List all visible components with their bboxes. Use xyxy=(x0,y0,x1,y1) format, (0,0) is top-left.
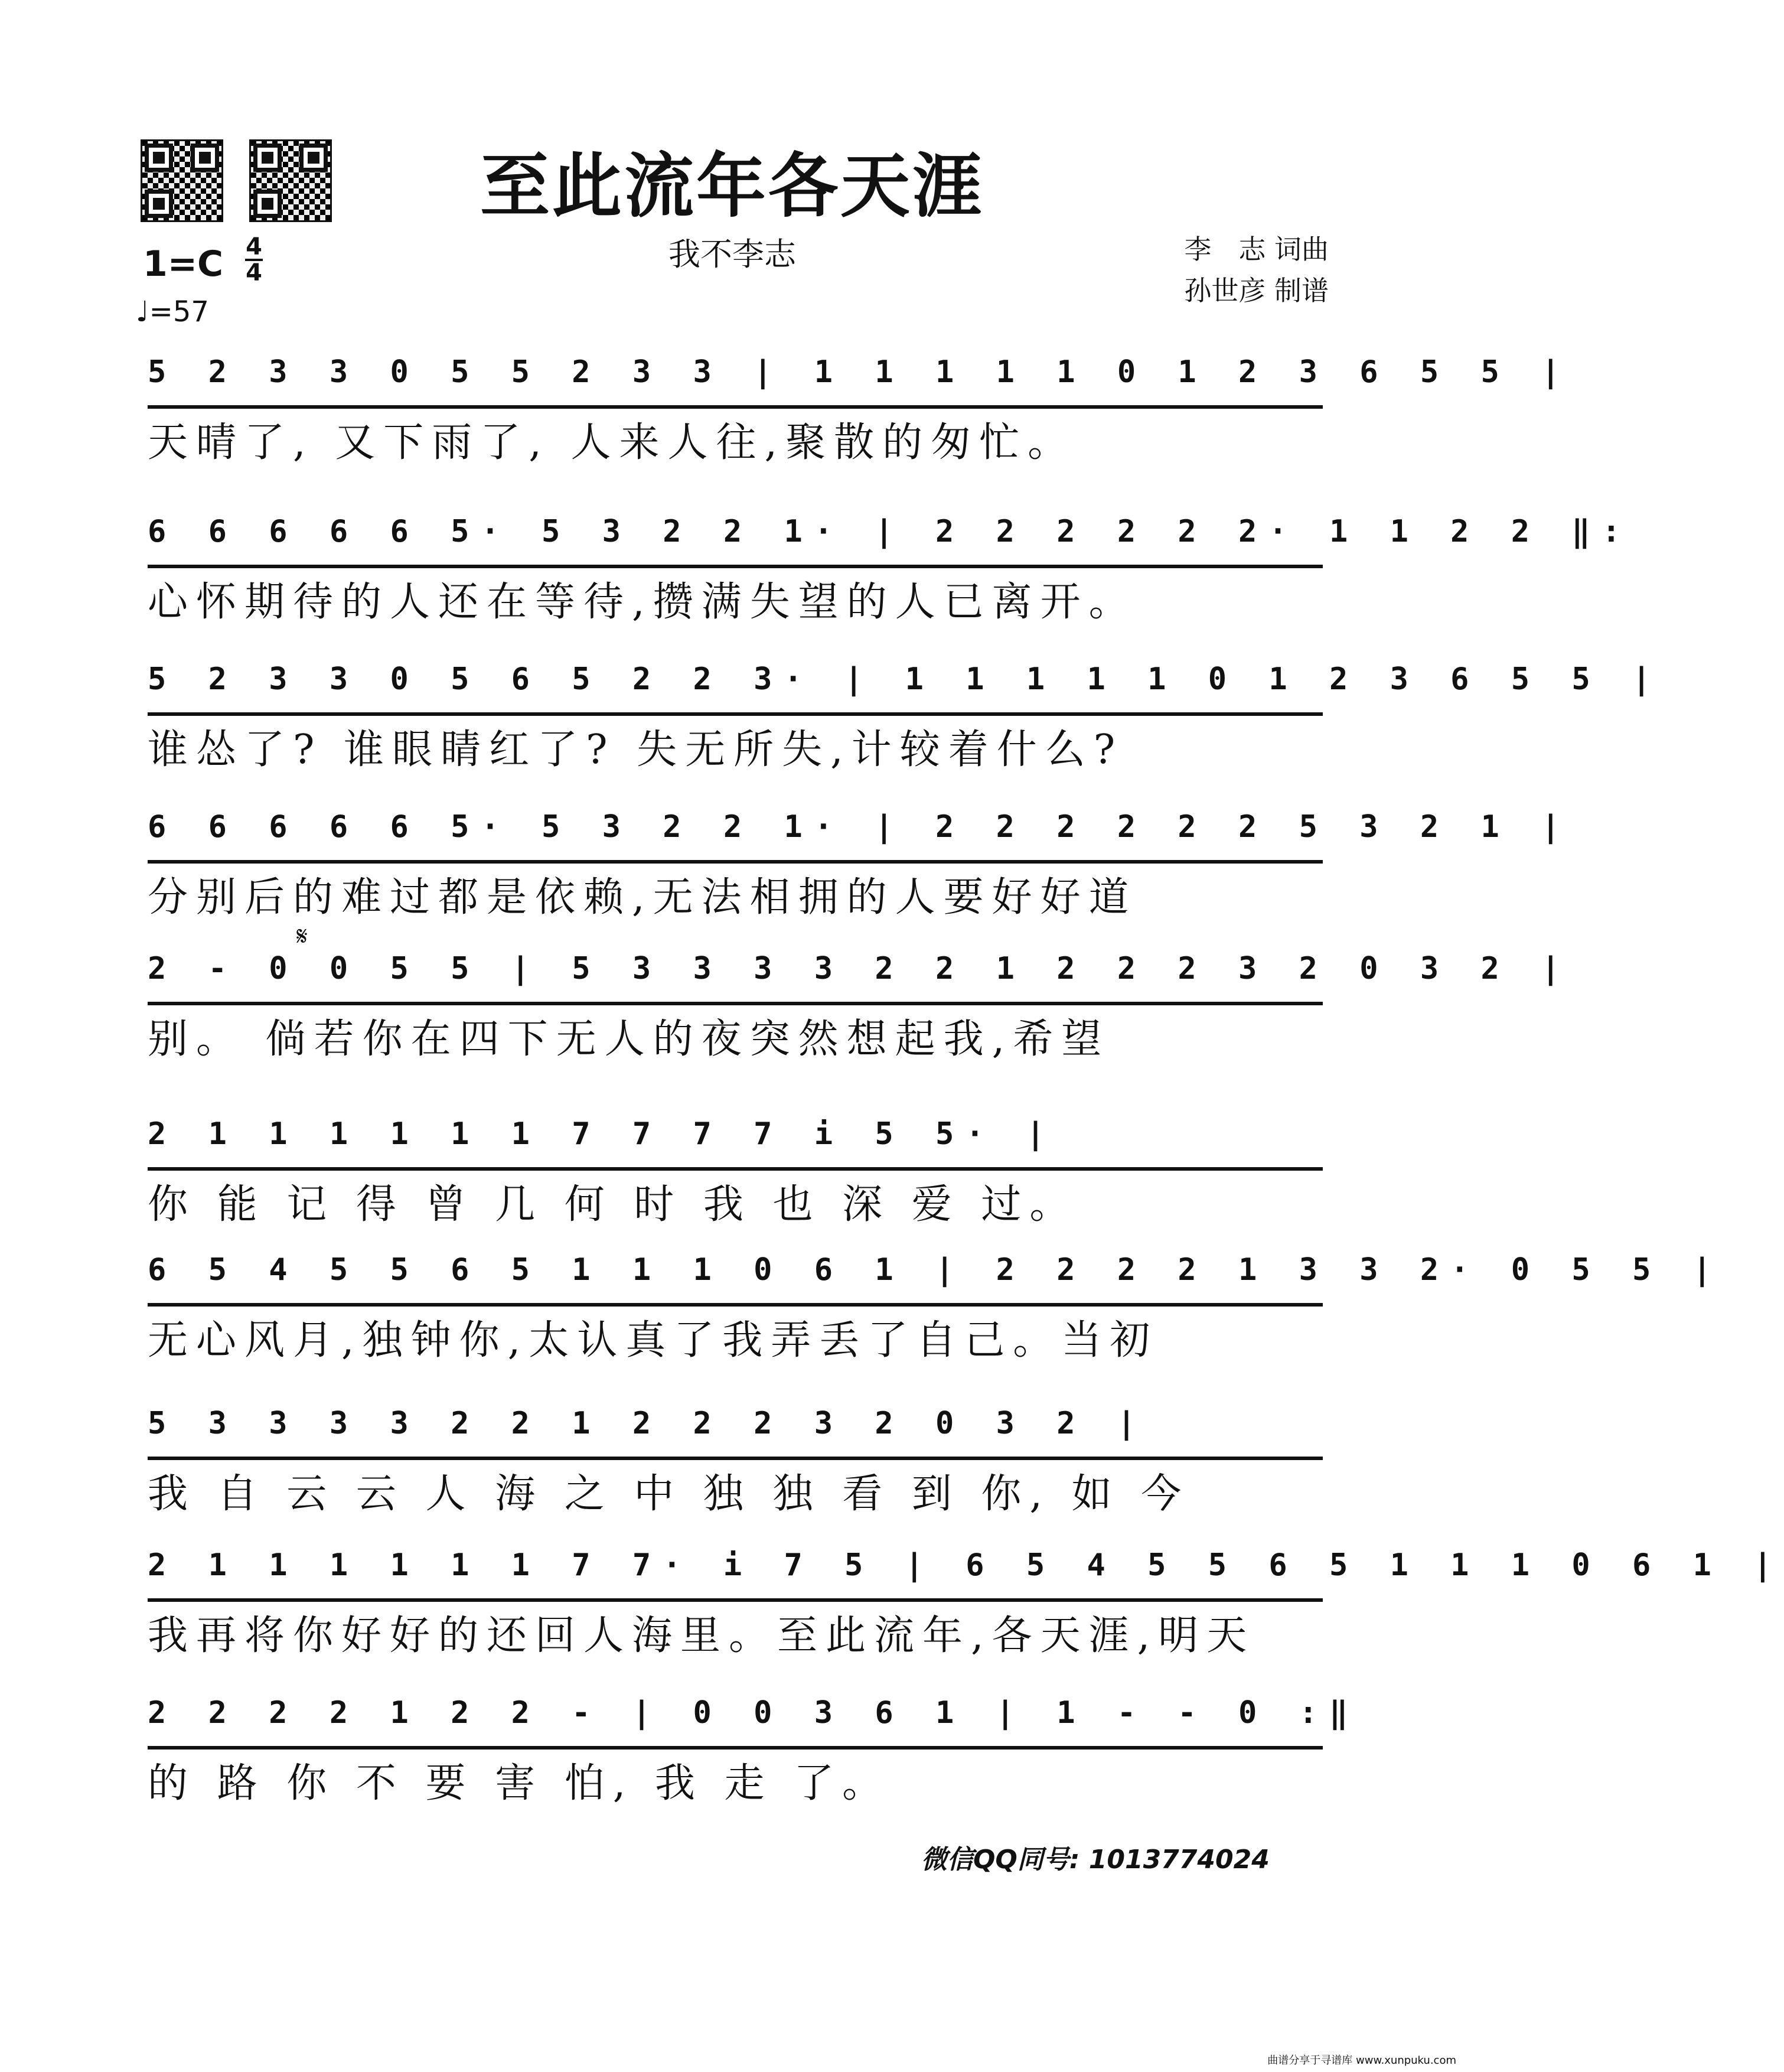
lyric-line: 我 自 云 云 人 海 之 中 独 独 看 到 你, 如 今 xyxy=(148,1471,1190,1517)
notation-line: 6 5 4 5 5 6 5 1 1 1 0 6 1 | 2 2 2 2 1 3 3 2· 0 5 5 | xyxy=(148,1246,1323,1307)
lyric-line: 分别后的难过都是依赖,无法相拥的人要好好道 xyxy=(148,874,1137,921)
notation-line: 2 1 1 1 1 1 1 7 7 7 7 i 5 5· | xyxy=(148,1110,1323,1171)
key-signature: 1=C xyxy=(143,243,224,285)
notation-line: 2 - 0 0 5 5 | 5 3 3 3 3 2 2 1 2 2 2 3 2 0 3 2 | xyxy=(148,945,1323,1005)
lyric-line: 无心风月,独钟你,太认真了我弄丢了自己。当初 xyxy=(148,1317,1159,1364)
singer: 我不李志 xyxy=(668,236,796,273)
tempo: ♩=57 xyxy=(136,295,209,328)
lyric-line: 天晴了, 又下雨了, 人来人往,聚散的匆忙。 xyxy=(148,419,1077,466)
notation-line: 2 1 1 1 1 1 1 7 7· i 7 5 | 6 5 4 5 5 6 5 1 1 1 0 6 1 | xyxy=(148,1542,1323,1602)
site-credit: 曲谱分享于寻谱库 www.xunpuku.com xyxy=(1267,2054,1456,2067)
lyric-line: 的 路 你 不 要 害 怕, 我 走 了。 xyxy=(148,1760,891,1807)
lyric-line: 心怀期待的人还在等待,攒满失望的人已离开。 xyxy=(148,579,1137,625)
notation-line: 2 2 2 2 1 2 2 - | 0 0 3 6 1 | 1 - - 0 :‖ xyxy=(148,1689,1323,1750)
lyric-line: 别。 倘若你在四下无人的夜突然想起我,希望 xyxy=(148,1016,1110,1063)
notation-line: 5 2 3 3 0 5 5 2 3 3 | 1 1 1 1 1 0 1 2 3 6 5 5 | xyxy=(148,348,1323,409)
segno-sign: 𝄋 xyxy=(296,921,308,952)
time-top: 4 xyxy=(246,233,262,260)
contact-footer: 微信QQ同号: 1013774024 xyxy=(921,1845,1270,1875)
time-bottom: 4 xyxy=(246,259,262,286)
arranger-credit: 孙世彦 制谱 xyxy=(1184,275,1329,307)
composer-credit: 李 志 词曲 xyxy=(1184,233,1329,265)
lyric-line: 我再将你好好的还回人海里。至此流年,各天涯,明天 xyxy=(148,1612,1255,1659)
song-title: 至此流年各天涯 xyxy=(480,145,984,227)
lyric-line: 你 能 记 得 曾 几 何 时 我 也 深 爱 过。 xyxy=(148,1181,1078,1228)
lyric-line: 谁怂了? 谁眼睛红了? 失无所失,计较着什么? xyxy=(148,726,1124,773)
notation-line: 6 6 6 6 6 5· 5 3 2 2 1· | 2 2 2 2 2 2· 1 1 2 2 ‖: xyxy=(148,508,1323,568)
notation-line: 5 3 3 3 3 2 2 1 2 2 2 3 2 0 3 2 | xyxy=(148,1400,1323,1460)
time-signature xyxy=(245,235,263,285)
notation-line: 6 6 6 6 6 5· 5 3 2 2 1· | 2 2 2 2 2 2 5 3 2 1 | xyxy=(148,803,1323,864)
notation-line: 5 2 3 3 0 5 6 5 2 2 3· | 1 1 1 1 1 0 1 2 3 6 5 5 | xyxy=(148,656,1323,716)
